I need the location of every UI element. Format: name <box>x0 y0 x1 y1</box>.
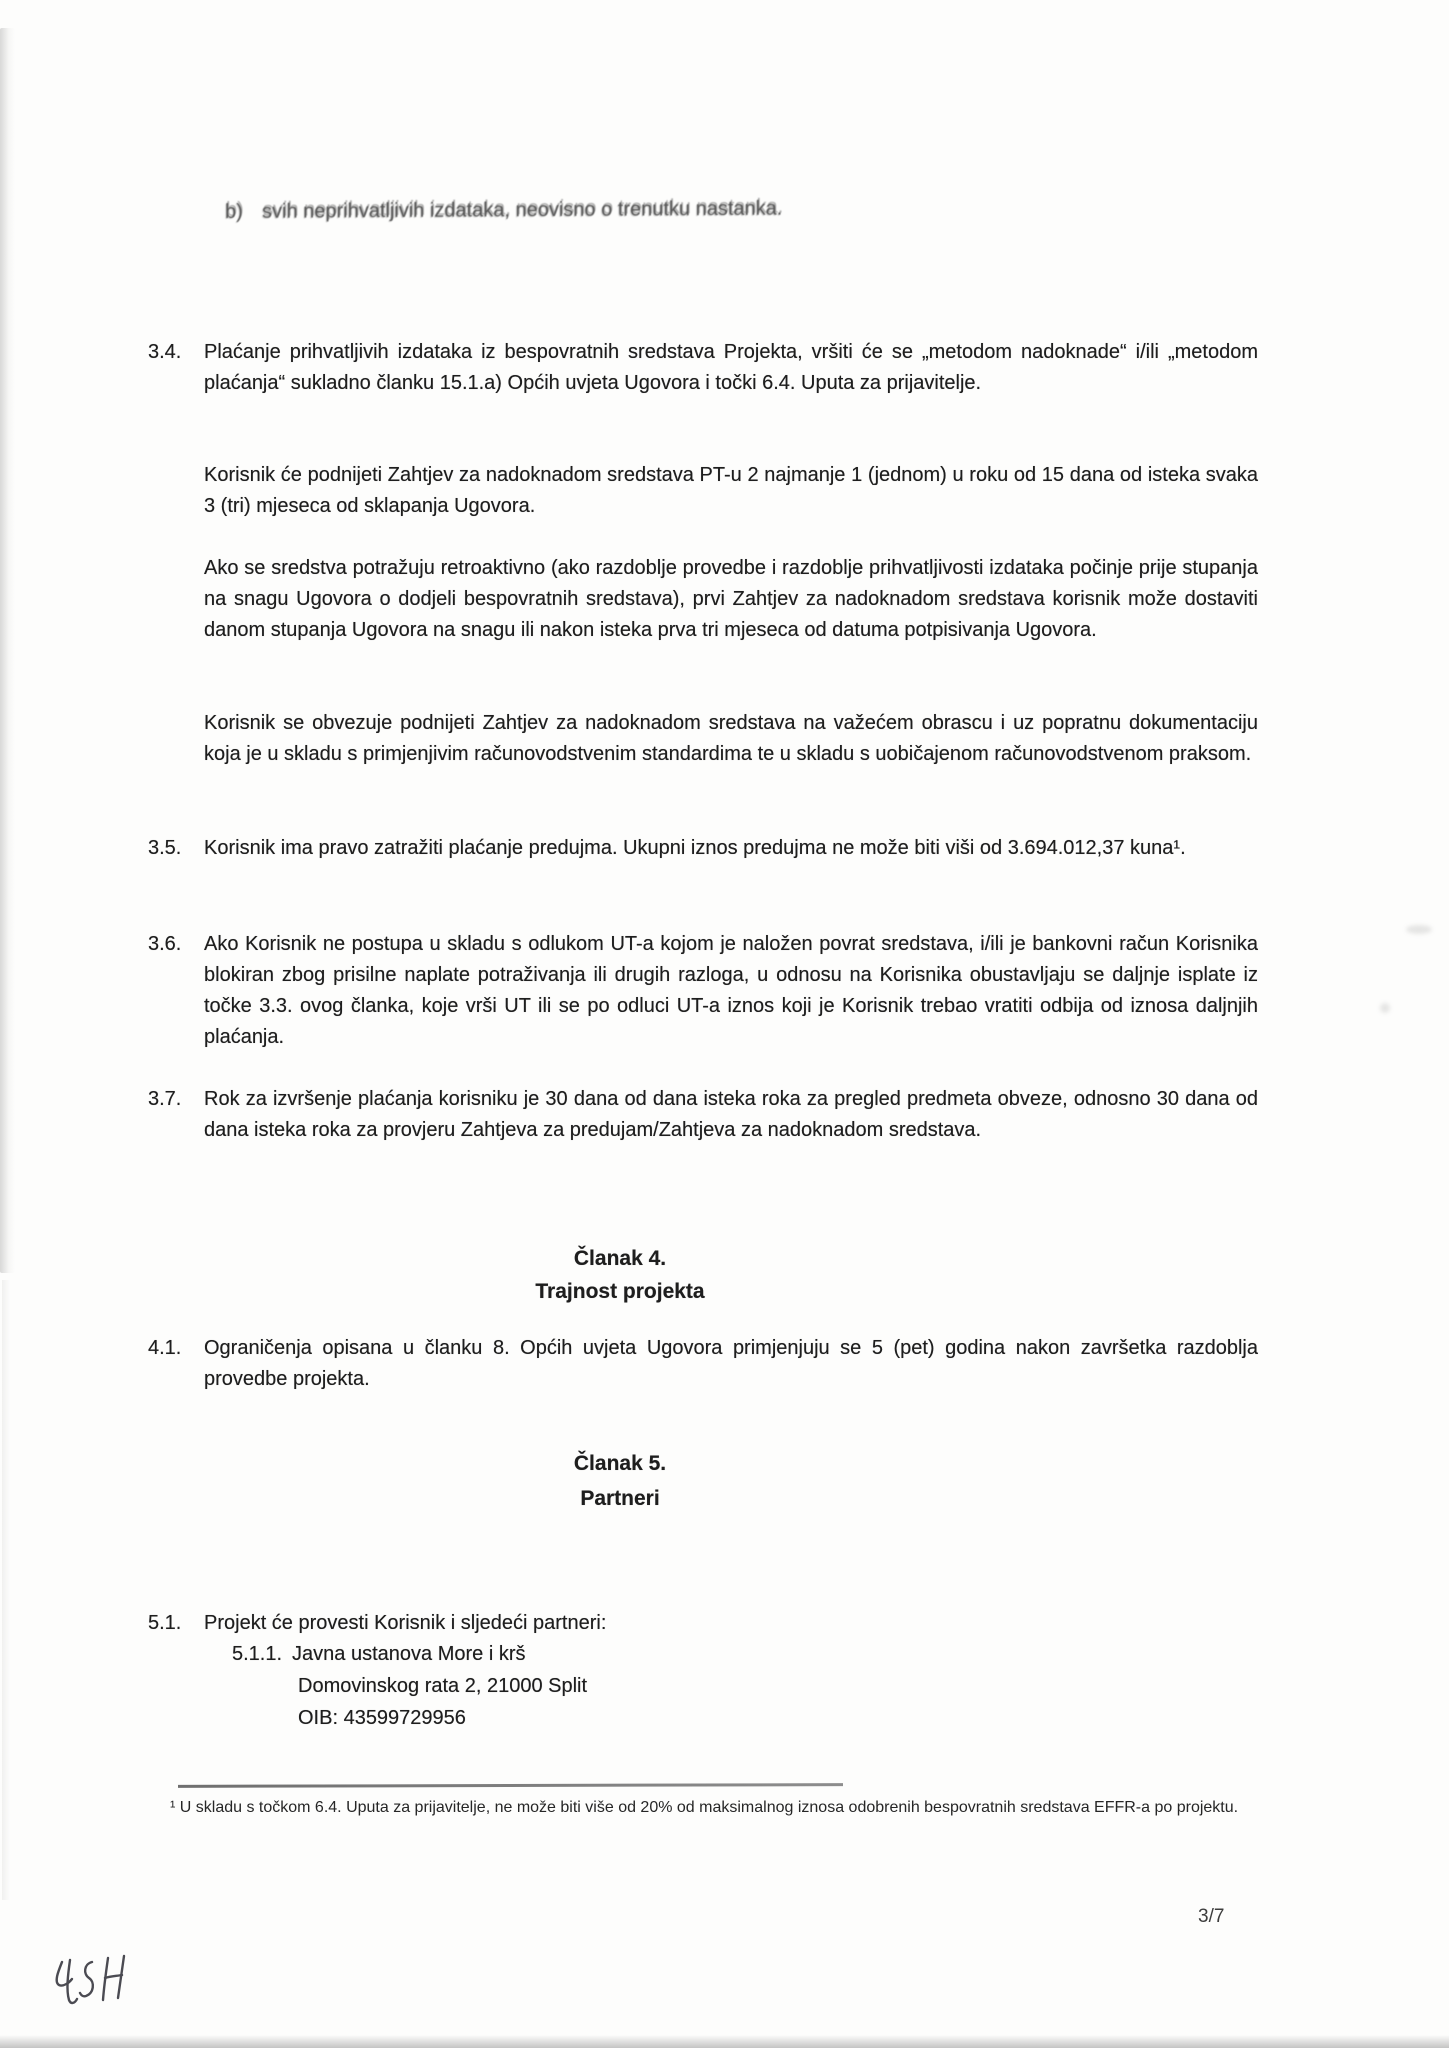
section-3-6 <box>148 929 1258 1053</box>
partner-5-1-1 <box>232 1639 525 1670</box>
section-5-1-text: Projekt će provesti Korisnik i sljedeći partneri: <box>204 1612 607 1634</box>
section-4-1 <box>148 1333 1258 1395</box>
article-4-title: Članak 4. <box>573 1247 667 1270</box>
handwritten-initials <box>46 1948 136 2020</box>
partner-address: Domovinskog rata 2, 21000 Split <box>298 1675 588 1697</box>
footnote-divider <box>178 1783 843 1788</box>
section-4-1-text: Ograničenja opisana u članku 8. Općih uvjeta Ugovora primjenjuju se 5 (pet) godina nakon završetka razdoblja provedbe projekta. <box>204 1337 1258 1390</box>
list-item-b-text: svih neprihvatljivih izdataka, neovisno o trenutku nastanka. <box>262 197 783 223</box>
section-5-1 <box>148 1608 1258 1639</box>
scan-artifact-left-edge <box>0 28 15 1273</box>
article-5-subtitle: Partneri <box>580 1487 660 1510</box>
scan-smudge <box>1406 925 1432 934</box>
partner-5-1-1-name: Javna ustanova More i krš <box>292 1643 526 1665</box>
partner-5-1-1-number: 5.1.1. <box>232 1643 283 1665</box>
article-4-subtitle: Trajnost projekta <box>535 1280 705 1303</box>
section-5-1-number: 5.1. <box>148 1612 182 1634</box>
section-3-7-text: Rok za izvršenje plaćanja korisniku je 30 dana od dana isteka roka za pregled predmeta obveze, odnosno 30 dana od dana isteka roka za provjeru Zahtjeva za predujam/Zahtjeva za nadoknadom sredstava. <box>204 1088 1258 1141</box>
paragraph-obrazac: Korisnik se obvezuje podnijeti Zahtjev za nadoknadom sredstava na važećem obrascu i uz popratnu dokumentaciju koja je u skladu s primjenjivim računovodstvenim standardima te u skladu s uobičajenom računovodstvenom praksom. <box>204 712 1258 765</box>
paragraph-retroaktivno: Ako se sredstva potražuju retroaktivno (ako razdoblje provedbe i razdoblje prihvatljivosti izdataka počinje prije stupanja na snagu Ugovora o dodjeli bespovratnih sredstava), prvi Zahtjev za nadoknadom sredstava korisnik može dostaviti danom stupanja Ugovora na snagu ili nakon isteka prva tri mjeseca od datuma potpisivanja Ugovora. <box>204 557 1258 641</box>
paragraph-zahtjev-rok: Korisnik će podnijeti Zahtjev za nadoknadom sredstava PT-u 2 najmanje 1 (jednom) u roku od 15 dana od isteka svaka 3 (tri) mjeseca od sklapanja Ugovora. <box>204 464 1258 517</box>
section-3-5 <box>148 833 1258 864</box>
section-3-4-number: 3.4. <box>148 341 182 363</box>
partner-oib: OIB: 43599729956 <box>298 1707 466 1729</box>
section-3-5-text: Korisnik ima pravo zatražiti plaćanje predujma. Ukupni iznos predujma ne može biti viši od 3.694.012,37 kuna¹. <box>204 837 1186 859</box>
section-3-6-number: 3.6. <box>148 933 182 955</box>
section-3-6-text: Ako Korisnik ne postupa u skladu s odlukom UT-a kojom je naložen povrat sredstava, i/ili je bankovni račun Korisnika blokiran zbog prisilne naplate potraživanja ili drugih razloga, u odnosu na Korisnika obustavljaju se daljnje isplate iz točke 3.3. ovog članka, koje vrši UT ili se po odluci UT-a iznos koji je Korisnik trebao vratiti odbija od iznosa daljnjih plaćanja. <box>204 933 1258 1048</box>
footnote-text: ¹ U skladu s točkom 6.4. Uputa za prijavitelje, ne može biti više od 20% od maksimalnog iznosa odobrenih bespovratnih sredstava EFFR-a po projektu. <box>170 1799 1239 1816</box>
article-5-title: Članak 5. <box>573 1452 667 1475</box>
scan-artifact-bottom-edge <box>0 2035 1449 2048</box>
section-3-7-number: 3.7. <box>148 1088 182 1110</box>
list-item-b <box>225 193 1225 225</box>
page-number: 3/7 <box>1198 1906 1225 1927</box>
scan-smudge <box>1380 1003 1390 1013</box>
scan-artifact-left-edge-lower <box>2 1280 10 1900</box>
section-3-5-number: 3.5. <box>148 837 182 859</box>
list-item-b-marker: b) <box>225 200 243 224</box>
section-3-4-text: Plaćanje prihvatljivih izdataka iz bespovratnih sredstava Projekta, vršiti će se „metodom nadoknade“ i/ili „metodom plaćanja“ sukladno članku 15.1.a) Općih uvjeta Ugovora i točki 6.4. Uputa za prijavitelje. <box>204 341 1258 394</box>
section-4-1-number: 4.1. <box>148 1337 182 1359</box>
section-3-4 <box>148 337 1258 399</box>
section-3-7 <box>148 1084 1258 1146</box>
